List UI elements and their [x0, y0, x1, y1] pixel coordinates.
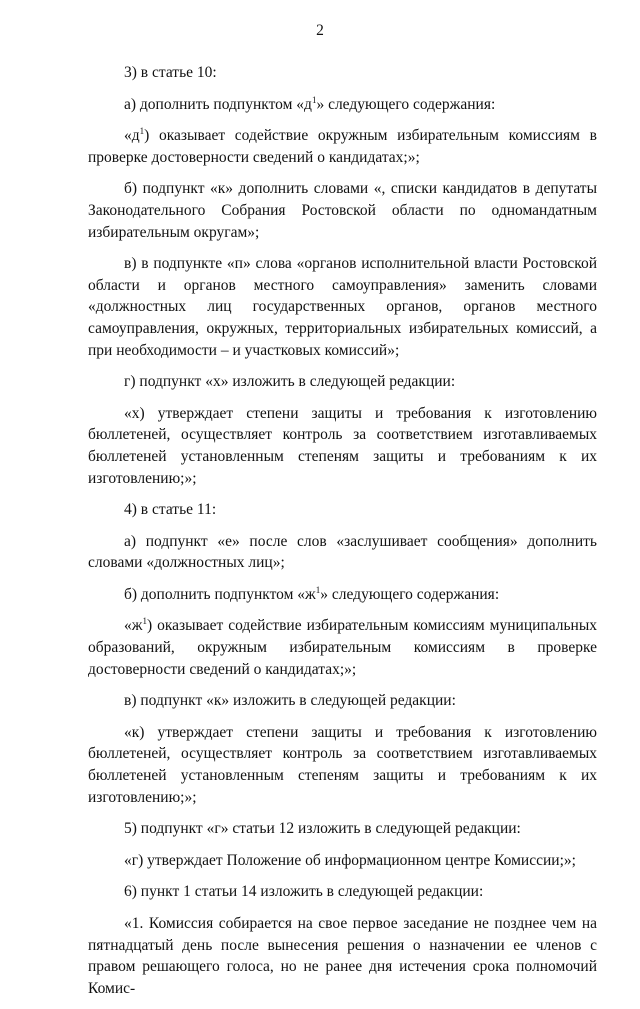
paragraph [88, 94, 597, 116]
text-run: б) дополнить подпунктом «ж [124, 585, 316, 603]
text-run: » следующего содержания: [320, 585, 500, 603]
text-run: «ж [124, 617, 143, 635]
paragraph: 3) в статье 10: [124, 64, 217, 81]
text-run: «д [124, 127, 140, 145]
paragraph: а) подпункт «е» после слов «заслушивает сообщения» дополнить словами «должностных лиц»; [88, 532, 597, 572]
superscript: 1 [139, 126, 145, 137]
paragraph: в) в подпункте «п» слова «органов исполнительной власти Ростовской области и органов местного самоуправления» заменить словами «должностных лиц государственных органов, органов местного самоуправления, окружных, территориальных избирательных комиссий, а при необходимости – и участковых комиссий»; [88, 255, 597, 359]
paragraph: б) подпункт «к» дополнить словами «, списки кандидатов в депутаты Законодательного Собрания Ростовской области по одномандатным избирательным округам»; [88, 180, 597, 241]
text-run: а) дополнить подпунктом «д [124, 95, 312, 113]
paragraph: 6) пункт 1 статьи 14 изложить в следующей редакции: [124, 883, 484, 901]
document-body [88, 62, 597, 1009]
paragraph: г) подпункт «х» изложить в следующей редакции: [124, 373, 456, 391]
paragraph [88, 584, 597, 606]
paragraph: «1. Комиссия собирается на свое первое заседание не позднее чем на пятнадцатый день после вынесения решения о назначении ее членов с правом решающего голоса, но не ранее дня истечения срока полномочий Комис- [88, 915, 597, 997]
paragraph: «г) утверждает Положение об информационном центре Комиссии;»; [124, 851, 576, 869]
paragraph [88, 125, 597, 168]
superscript: 1 [142, 616, 147, 627]
paragraph: 5) подпункт «г» статьи 12 изложить в следующей редакции: [124, 820, 521, 838]
paragraph: в) подпункт «к» изложить в следующей редакции: [124, 692, 456, 710]
superscript: 1 [315, 584, 321, 595]
paragraph: «х) утверждает степени защиты и требования к изготовлению бюллетеней, осуществляет контроль за соответствием изготавливаемых бюллетеней установленным степеням защиты и требованиям к их изготовлению;»; [88, 404, 597, 487]
paragraph [88, 615, 597, 680]
paragraph: «к) утверждает степени защиты и требования к изготовлению бюллетеней, осуществляет контроль за соответствием изготавливаемых бюллетеней установленным степеням защиты и требованиям к их изготовлению;»; [88, 723, 597, 806]
paragraph: 4) в статье 11: [124, 501, 217, 519]
text-run: ) оказывает содействие избирательным комиссиям муниципальных образований, окружным избирательным комиссиям в проверке достоверности сведений о кандидатах;»; [88, 617, 597, 678]
text-run: ) оказывает содействие окружным избирательным комиссиям в проверке достоверности сведений о кандидатах;»; [88, 127, 597, 166]
page-number: 2 [316, 22, 324, 39]
text-run: » следующего содержания: [316, 95, 496, 113]
superscript: 1 [311, 94, 317, 105]
